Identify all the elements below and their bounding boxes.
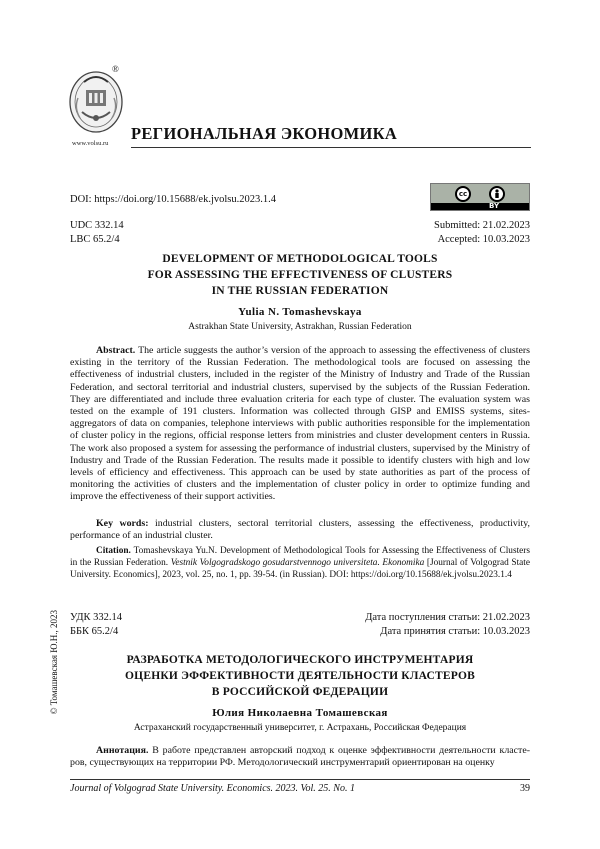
citation-journal: Vestnik Volgogradskogo gosudarstvennogo universiteta. Ekonomika (170, 557, 425, 568)
cc-icon: cc (455, 186, 471, 202)
abstract-label: Abstract. (96, 345, 136, 356)
title-line: РАЗРАБОТКА МЕТОДОЛОГИЧЕСКОГО ИНСТРУМЕНТАРИЯ (126, 654, 474, 666)
udc-code: UDC 332.14 (70, 220, 124, 231)
university-logo (66, 68, 126, 136)
keywords-text: industrial clusters, sectoral territorial clusters, assessing the effectiveness, productivity, performance of an industrial cluster. (70, 518, 531, 542)
lbc-code: LBC 65.2/4 (70, 234, 120, 245)
registered-mark: ® (112, 64, 119, 74)
citation-label: Citation. (96, 546, 131, 556)
submitted-date: Submitted: 21.02.2023 (434, 220, 530, 231)
cc-by-license-badge[interactable] (430, 183, 530, 211)
copyright-note: © Томашевская Ю.Н., 2023 (49, 610, 59, 715)
keywords-en (70, 518, 530, 542)
footer-divider (70, 779, 530, 780)
lbc-code-ru: ББК 65.2/4 (70, 626, 119, 637)
affiliation-en: Astrakhan State University, Astrakhan, Russian Federation (188, 322, 412, 332)
title-line: FOR ASSESSING THE EFFECTIVENESS OF CLUSTERS (147, 269, 453, 281)
article-title-ru (70, 652, 530, 700)
journal-section-title: РЕГИОНАЛЬНАЯ ЭКОНОМИКА (131, 124, 398, 143)
page-number: 39 (520, 783, 530, 794)
university-url[interactable]: www.volsu.ru (72, 140, 109, 147)
abstract-text-ru: В работе представлен авторский подход к оценке эффективности деятельности класте-ров, существующих на территории РФ. Методологический инструментарий ориентирован на оценку (70, 745, 531, 769)
citation-en (70, 546, 530, 581)
title-line: ОЦЕНКИ ЭФФЕКТИВНОСТИ ДЕЯТЕЛЬНОСТИ КЛАСТЕРОВ (125, 670, 475, 682)
author-name-ru: Юлия Николаевна Томашевская (212, 707, 388, 719)
abstract-ru (70, 745, 530, 769)
footer-journal: Journal of Volgograd State University. Economics. 2023. Vol. 25. No. 1 (70, 783, 355, 794)
citation-text: Tomashevskaya Yu.N. Development of Methodological Tools for Assessing the Effectiveness of Clusters in the Russian Federation. (70, 546, 530, 568)
title-line: IN THE RUSSIAN FEDERATION (211, 285, 389, 297)
author-name-en: Yulia N. Tomashevskaya (238, 306, 362, 318)
submitted-date-ru: Дата поступления статьи: 21.02.2023 (365, 612, 530, 623)
abstract-text: The article suggests the author’s version of the approach to assessing the effectiveness of clusters existing in the territory of the Russian Federation. The methodological tools are focused on assessing the effectiveness of industrial clusters, included in the register of the Ministry of Industry and Trade of the Russian Federation, and sectoral territorial and industrial clusters, supervised by the subjects of the Russian Federation. They are differentiated and include three evaluation criteria for each type of cluster. The evaluation system was tested on the example of 191 clusters. Information was collected through GISP and EMISS systems, sites-aggregators of data on companies, telephone interviews with public authorities responsible for the implementation of cluster policy in the regions, official response letters from ministries and cluster development centers in Russia. The work also proposed a system for assessing the performance of industrial clusters, supervised by the Ministry of Industry and Trade of the Russian Federation. The results made it possible to identify clusters with high and low levels of efficiency and effectiveness. This approach can be used by state authorities as part of the process of monitoring the activities of clusters and the implementation of cluster policy in order to optimize funding and improve the effectiveness of their support activities. (70, 345, 530, 503)
keywords-label: Key words: (96, 518, 149, 529)
person-icon (489, 186, 505, 202)
accepted-date: Accepted: 10.03.2023 (437, 234, 530, 245)
abstract-label-ru: Аннотация. (96, 745, 149, 756)
abstract-en (70, 345, 530, 504)
affiliation-ru: Астраханский государственный университет, г. Астрахань, Российская Федерация (133, 723, 467, 733)
header-divider (131, 147, 531, 148)
doi-link[interactable]: DOI: https://doi.org/10.15688/ek.jvolsu.2023.1.4 (70, 194, 277, 205)
udc-code-ru: УДК 332.14 (70, 612, 123, 623)
title-line: В РОССИЙСКОЙ ФЕДЕРАЦИИ (211, 686, 389, 698)
accepted-date-ru: Дата принятия статьи: 10.03.2023 (380, 626, 530, 637)
by-label: BY (489, 202, 500, 210)
article-title-en (70, 251, 530, 299)
citation-text-2: [Journal of Volgograd State University. Economics], 2023, vol. 25, no. 1, pp. 39-54. (in Russian). DOI: https://doi.org/10.15688/ek.jvolsu.2023.1.4 (70, 557, 530, 580)
title-line: DEVELOPMENT OF METHODOLOGICAL TOOLS (162, 253, 438, 265)
